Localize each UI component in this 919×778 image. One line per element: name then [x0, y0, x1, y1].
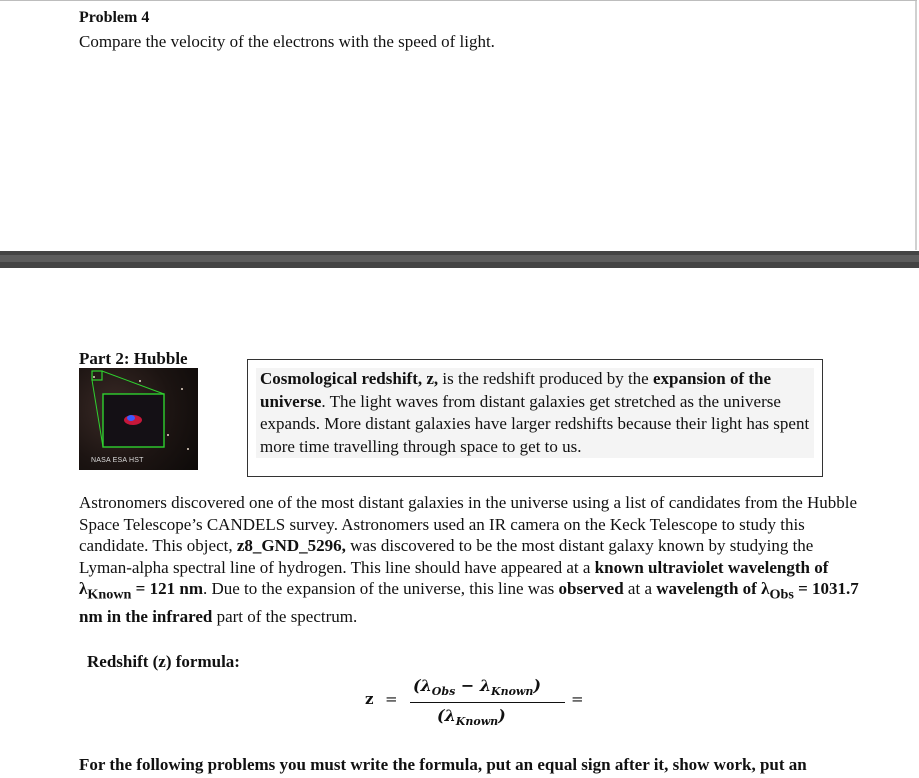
den-open: (λ [437, 706, 456, 725]
para-text-3: . Due to the expansion of the universe, this line was [202, 579, 559, 598]
page-top [0, 0, 917, 250]
galaxy-name: z8_GND_5296, [236, 536, 346, 555]
lambda-known-sub: Known [87, 586, 132, 603]
num-minus: − λ [455, 676, 492, 695]
formula-lhs: z [365, 690, 374, 708]
formula-numerator [413, 676, 541, 698]
den-known-sub: Known [455, 715, 499, 729]
top-rule [0, 0, 917, 1]
lambda-known-symbol: λ [79, 579, 88, 598]
zoom-box-graphic [79, 368, 198, 470]
image-credit: NASA ESA HST [91, 457, 144, 464]
part-title: Part 2: Hubble [79, 349, 188, 368]
known-uv-label: known ultraviolet wavelength of [594, 557, 829, 577]
page-bottom [0, 268, 919, 778]
redshift-definition-box [247, 359, 823, 477]
page-break-band [0, 255, 919, 262]
lambda-obs-value: = 1031.7 nm in the infrared [79, 579, 859, 626]
wavelength-label: wavelength of [656, 579, 762, 598]
problem-title: Problem 4 [79, 9, 150, 26]
instructions-text: For the following problems you must write the formula, put an equal sign after it, show work, put an [79, 755, 807, 774]
para-text-2: was discovered to be the most distant galaxy known by studying the Lyman-alpha spectral line of hydrogen. This line should have appeared at a [79, 536, 814, 577]
lambda-known-value: = 121 nm [131, 579, 203, 598]
def-z: z, [426, 369, 439, 388]
def-text-1: is the redshift produced by the [438, 369, 653, 388]
redshift-definition-text [256, 368, 814, 458]
formula-label: Redshift (z) formula: [87, 652, 240, 671]
den-close: ) [498, 706, 506, 725]
def-expansion: expansion of the universe [260, 369, 772, 411]
page-break-divider [0, 251, 919, 268]
problem-text: Compare the velocity of the electrons with the speed of light. [79, 32, 495, 51]
galaxy-paragraph [79, 492, 869, 627]
para-text-4: at a [623, 579, 657, 598]
formula-equals-2: = [571, 690, 584, 708]
num-open: (λ [413, 676, 432, 695]
para-text-5: part of the spectrum. [212, 606, 358, 626]
lambda-obs-sub: Obs [769, 586, 794, 603]
observed-label: observed [558, 579, 624, 598]
num-obs-sub: Obs [431, 685, 456, 699]
def-term: Cosmological redshift, [260, 369, 427, 388]
lambda-obs-symbol: λ [761, 579, 770, 598]
para-text-1: Astronomers discovered one of the most distant galaxies in the universe using a list of candidates from the Hubble Space Telescope’s CANDELS survey. Astronomers used an IR camera on the Keck Telescope to study this candidate. This object, [79, 493, 858, 555]
formula-denominator [437, 706, 506, 728]
hubble-galaxy-image [79, 368, 198, 470]
num-close: ) [533, 676, 541, 695]
num-known-sub: Known [491, 685, 534, 699]
formula-equals: = [385, 690, 398, 708]
def-text-2: . The light waves from distant galaxies get stretched as the universe expands. More distant galaxies have larger redshifts because their light has spent more time travelling through space to get to us. [260, 391, 810, 456]
fraction-bar [410, 702, 565, 703]
